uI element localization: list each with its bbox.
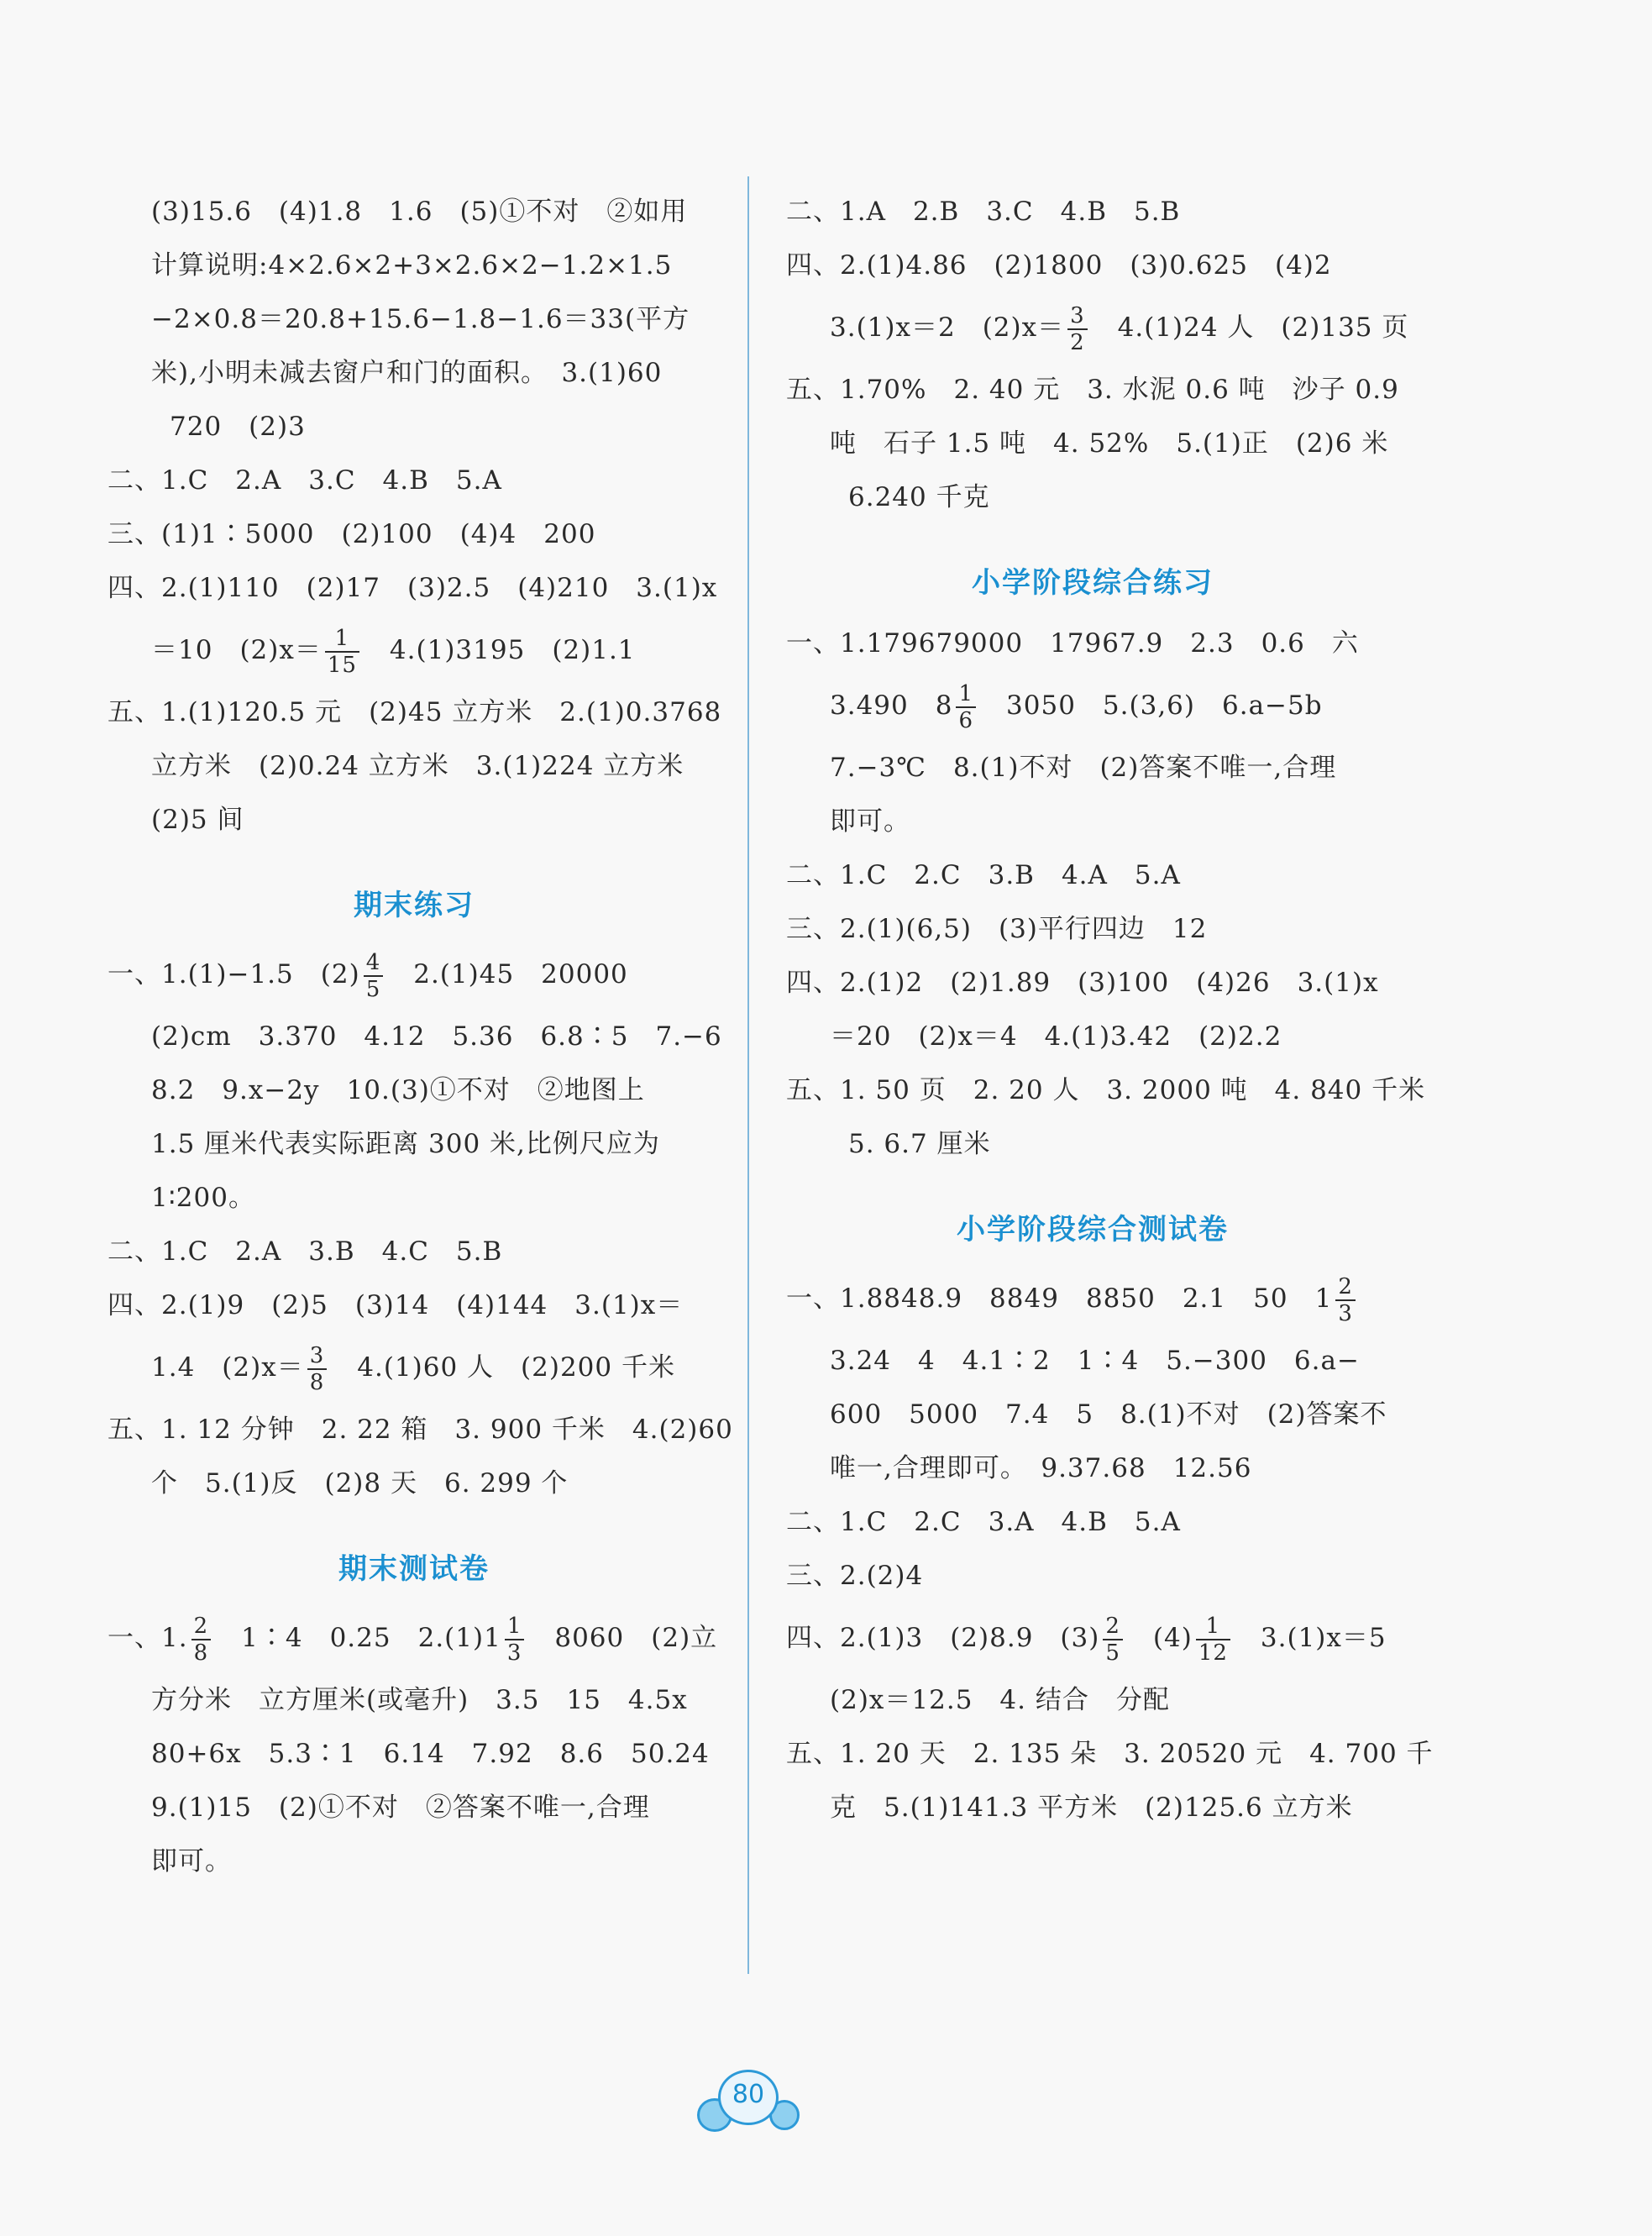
answer-line: 3.24 4 4.1∶2 1∶4 5.−300 6.a− — [830, 1346, 1360, 1376]
answer-line: 克 5.(1)141.3 平方米 (2)125.6 立方米 — [830, 1792, 1353, 1823]
answer-line: 一、1.179679000 17967.9 2.3 0.6 六 — [786, 628, 1359, 659]
answer-line: 三、(1)1∶5000 (2)100 (4)4 200 — [108, 519, 596, 549]
answer-line: 8.2 9.x−2y 10.(3)①不对 ②地图上 — [151, 1075, 645, 1105]
section-title: 小学阶段综合测试卷 — [957, 1213, 1229, 1247]
right-column — [786, 185, 1434, 1834]
answer-line: 二、1.A 2.B 3.C 4.B 5.B — [786, 197, 1181, 227]
answer-line: 吨 石子 1.5 吨 4. 52% 5.(1)正 (2)6 米 — [830, 428, 1389, 459]
fraction: $\frac{3}{8}$ — [307, 1343, 328, 1395]
answer-line: 五、1. 20 天 2. 135 朵 3. 20520 元 4. 700 千 — [786, 1739, 1434, 1769]
answer-line: 米),小明未减去窗户和门的面积。 3.(1)60 — [151, 358, 663, 388]
answer-line: 计算说明:4×2.6×2+3×2.6×2−1.2×1.5 — [151, 250, 673, 281]
answer-line-fraction: 一、1.8848.9 8849 8850 2.1 50 1 $\frac{2}{3}$ — [786, 1263, 1399, 1334]
answer-line: 五、1.(1)120.5 元 (2)45 立方米 2.(1)0.3768 — [108, 697, 722, 727]
fraction: $\frac{1}{3}$ — [505, 1614, 525, 1666]
answer-line: ＝20 (2)x＝4 4.(1)3.42 (2)2.2 — [830, 1021, 1282, 1052]
answer-line: 方分米 立方厘米(或毫升) 3.5 15 4.5x — [151, 1685, 688, 1715]
section-title: 期末练习 — [354, 889, 475, 922]
answer-line: (2)x＝12.5 4. 结合 分配 — [830, 1685, 1170, 1715]
answer-line: 三、2.(2)4 — [786, 1561, 924, 1591]
answer-line: 立方米 (2)0.24 立方米 3.(1)224 立方米 — [151, 751, 684, 781]
answer-line: 五、1. 12 分钟 2. 22 箱 3. 900 千米 4.(2)60 — [108, 1415, 733, 1445]
answer-line: 即可。 — [151, 1846, 232, 1876]
left-column — [108, 185, 733, 1888]
answer-line: 四、2.(1)9 (2)5 (3)14 (4)144 3.(1)x＝ — [108, 1290, 684, 1320]
fraction: $\frac{1}{6}$ — [956, 681, 976, 733]
fraction: $\frac{3}{2}$ — [1067, 303, 1088, 355]
answer-line: (2)5 间 — [151, 805, 244, 835]
answer-line-fraction: 3.(1)x＝2 (2)x＝ $\frac{3}{2}$ 4.(1)24 人 (2)135 页 — [830, 302, 1409, 355]
answer-line: 7.−3℃ 8.(1)不对 (2)答案不唯一,合理 — [830, 753, 1337, 783]
answer-line: 二、1.C 2.A 3.C 4.B 5.A — [108, 465, 502, 496]
fraction: $\frac{1}{12}$ — [1196, 1614, 1230, 1666]
answer-line: 5. 6.7 厘米 — [848, 1129, 991, 1159]
answer-line: 三、2.(1)(6,5) (3)平行四边 12 — [786, 914, 1208, 944]
answer-line-fraction: 1.4 (2)x＝ $\frac{3}{8}$ 4.(1)60 人 (2)200 千米 — [151, 1342, 675, 1395]
fraction: $\frac{2}{5}$ — [1103, 1614, 1123, 1666]
section-title: 小学阶段综合练习 — [972, 566, 1214, 600]
answer-line-fraction: ＝10 (2)x＝ $\frac{1}{15}$ 4.(1)3195 (2)1.1 — [151, 625, 636, 678]
answer-line: 720 (2)3 — [170, 412, 306, 442]
answer-line: 即可。 — [830, 806, 910, 837]
answer-line: (2)cm 3.370 4.12 5.36 6.8∶5 7.−6 — [151, 1021, 722, 1052]
answer-line: 80+6x 5.3∶1 6.14 7.92 8.6 50.24 — [151, 1739, 710, 1769]
answer-line: 600 5000 7.4 5 8.(1)不对 (2)答案不 — [830, 1399, 1387, 1430]
answer-line: 四、2.(1)110 (2)17 (3)2.5 (4)210 3.(1)x — [108, 573, 718, 603]
fraction: $\frac{1}{15}$ — [325, 626, 359, 678]
answer-line: 五、1.70% 2. 40 元 3. 水泥 0.6 吨 沙子 0.9 — [786, 375, 1399, 405]
page-number: 80 — [732, 2080, 765, 2109]
column-divider — [747, 176, 749, 1974]
answer-line: 二、1.C 2.C 3.A 4.B 5.A — [786, 1507, 1181, 1537]
answer-line: 6.240 千克 — [848, 482, 990, 512]
answer-line: 二、1.C 2.A 3.B 4.C 5.B — [108, 1236, 503, 1267]
answer-line: (3)15.6 (4)1.8 1.6 (5)①不对 ②如用 — [151, 197, 688, 227]
answer-line-fraction: 四、2.(1)3 (2)8.9 (3) $\frac{2}{5}$ (4) $\frac{1}{12}$ 3.(1)x＝5 — [786, 1613, 1387, 1666]
answer-line: 1.5 厘米代表实际距离 300 米,比例尺应为 — [151, 1129, 660, 1159]
answer-line-fraction: 一、1. $\frac{2}{8}$ 1∶4 0.25 2.(1)1 $\frac{1}{3}$ 8060 (2)立 — [108, 1613, 718, 1666]
fraction: $\frac{2}{8}$ — [191, 1614, 212, 1666]
answer-line: 唯一,合理即可。 9.37.68 12.56 — [830, 1453, 1252, 1483]
answer-line-fraction: 3.490 8 $\frac{1}{6}$ 3050 5.(3,6) 6.a−5b — [830, 680, 1323, 733]
answer-line: −2×0.8＝20.8+15.6−1.8−1.6＝33(平方 — [151, 304, 690, 334]
section-title: 期末测试卷 — [338, 1552, 490, 1586]
answer-line: 1∶200。 — [151, 1183, 255, 1213]
answer-line: 五、1. 50 页 2. 20 人 3. 2000 吨 4. 840 千米 — [786, 1075, 1426, 1105]
answer-line: 四、2.(1)4.86 (2)1800 (3)0.625 (4)2 — [786, 250, 1332, 281]
fraction: $\frac{2}{3}$ — [1335, 1274, 1356, 1326]
answer-line-fraction: 一、1.(1)−1.5 (2) $\frac{4}{5}$ 2.(1)45 20000 — [108, 949, 628, 1002]
page-number-badge — [697, 2066, 806, 2142]
answer-line: 个 5.(1)反 (2)8 天 6. 299 个 — [151, 1468, 569, 1499]
fraction: $\frac{4}{5}$ — [364, 950, 384, 1002]
answer-line: 9.(1)15 (2)①不对 ②答案不唯一,合理 — [151, 1792, 650, 1823]
answer-line: 二、1.C 2.C 3.B 4.A 5.A — [786, 860, 1181, 890]
answer-line: 四、2.(1)2 (2)1.89 (3)100 (4)26 3.(1)x — [786, 968, 1379, 998]
